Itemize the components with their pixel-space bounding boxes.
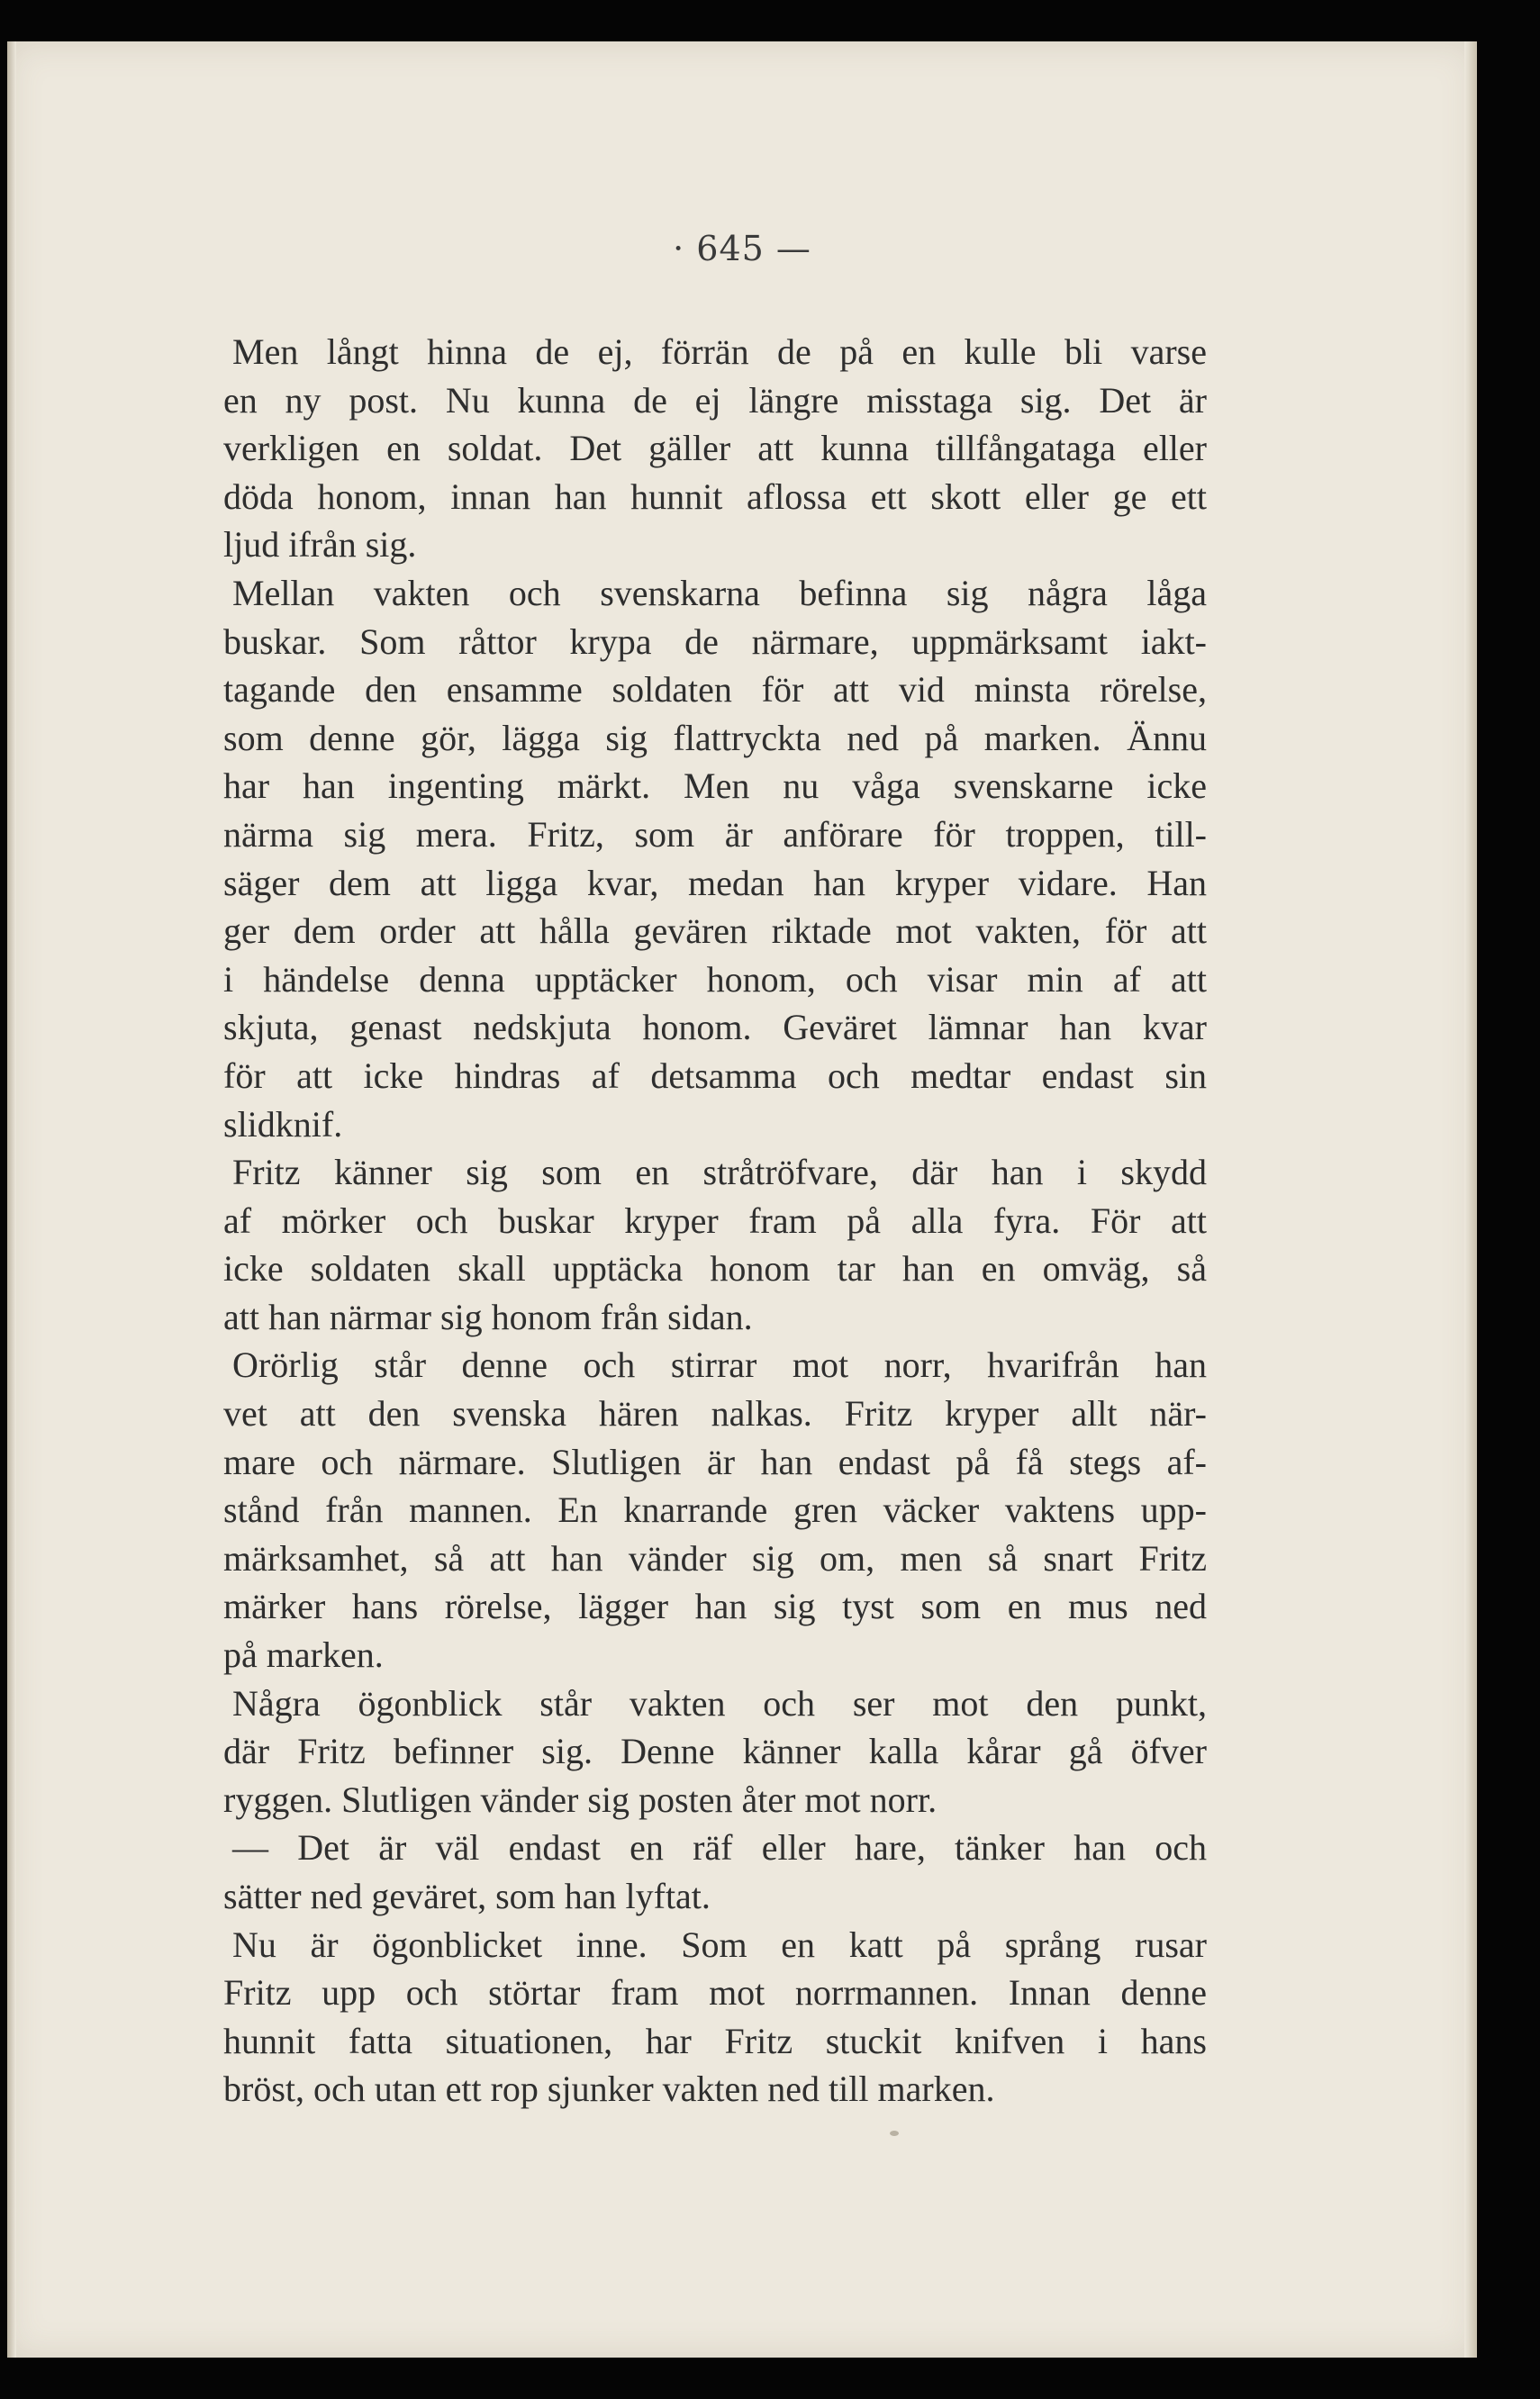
text-line: märker hans rörelse, lägger han sig tyst som en mus ned <box>223 1586 1207 1627</box>
text-line: i händelse denna upptäcker honom, och visar min af att <box>223 958 1207 1000</box>
text-line: säger dem att ligga kvar, medan han kryper vidare. Han <box>223 862 1207 903</box>
book-page <box>7 41 1477 2358</box>
text-line: för att icke hindras af detsamma och medtar endast sin <box>223 1055 1207 1096</box>
text-line: tagande den ensamme soldaten för att vid minsta rörelse, <box>223 669 1207 711</box>
text-line: Men långt hinna de ej, förrän de på en kulle bli varse <box>232 331 1207 372</box>
text-line: att han närmar sig honom från sidan. <box>223 1296 753 1337</box>
text-line: Nu är ögonblicket inne. Som en katt på språng rusar <box>232 1924 1207 1965</box>
text-line: närma sig mera. Fritz, som är anförare för troppen, till- <box>223 813 1207 855</box>
text-line: som denne gör, lägga sig flattryckta ned på marken. Ännu <box>223 717 1207 758</box>
text-line: döda honom, innan han hunnit aflossa ett skott eller ge ett <box>223 475 1207 517</box>
text-line: — Det är väl endast en räf eller hare, tänker han och <box>232 1827 1207 1869</box>
page-edge-right <box>1464 41 1477 2358</box>
text-line: på marken. <box>223 1634 384 1676</box>
paper-speck <box>890 2131 899 2136</box>
text-line: där Fritz befinner sig. Denne känner kalla kårar gå öfver <box>223 1731 1207 1772</box>
text-line: Fritz upp och störtar fram mot norrmannen. Innan denne <box>223 1972 1207 2014</box>
text-line: en ny post. Nu kunna de ej längre misstaga sig. Det är <box>223 379 1207 421</box>
text-line: ljud ifrån sig. <box>223 524 417 566</box>
body-text <box>223 328 1207 2114</box>
text-line: hunnit fatta situationen, har Fritz stuckit knifven i hans <box>223 2020 1207 2061</box>
text-line: har han ingenting märkt. Men nu våga svenskarne icke <box>223 765 1207 807</box>
text-line: ger dem order att hålla gevären riktade mot vakten, för att <box>223 910 1207 952</box>
text-line: verkligen en soldat. Det gäller att kunna tillfångataga eller <box>223 428 1207 469</box>
text-line: Fritz känner sig som en stråtröfvare, där han i skydd <box>232 1152 1207 1193</box>
text-line: buskar. Som råttor krypa de närmare, uppmärksamt iakt- <box>223 620 1207 662</box>
text-line: slidknif. <box>223 1103 343 1145</box>
text-line: stånd från mannen. En knarrande gren väcker vaktens upp- <box>223 1489 1207 1531</box>
page-number: · 645 — <box>673 229 811 268</box>
text-line: skjuta, genast nedskjuta honom. Geväret lämnar han kvar <box>223 1007 1207 1048</box>
text-line: bröst, och utan ett rop sjunker vakten ned till marken. <box>223 2069 995 2110</box>
text-line: ryggen. Slutligen vänder sig posten åter mot norr. <box>223 1779 938 1820</box>
text-line: Mellan vakten och svenskarna befinna sig några låga <box>232 572 1207 613</box>
page-edge-left <box>7 41 16 2358</box>
text-line: Orörlig står denne och stirrar mot norr, hvarifrån han <box>232 1344 1207 1386</box>
text-line: märksamhet, så att han vänder sig om, men så snart Fritz <box>223 1537 1207 1579</box>
text-line: sätter ned geväret, som han lyftat. <box>223 1876 711 1916</box>
text-line: mare och närmare. Slutligen är han endast på få stegs af- <box>223 1441 1207 1482</box>
text-line: af mörker och buskar kryper fram på alla fyra. För att <box>223 1200 1207 1241</box>
text-line: icke soldaten skall upptäcka honom tar han en omväg, så <box>223 1248 1207 1290</box>
text-line: vet att den svenska hären nalkas. Fritz kryper allt när- <box>223 1393 1207 1435</box>
text-line: Några ögonblick står vakten och ser mot den punkt, <box>232 1682 1207 1724</box>
